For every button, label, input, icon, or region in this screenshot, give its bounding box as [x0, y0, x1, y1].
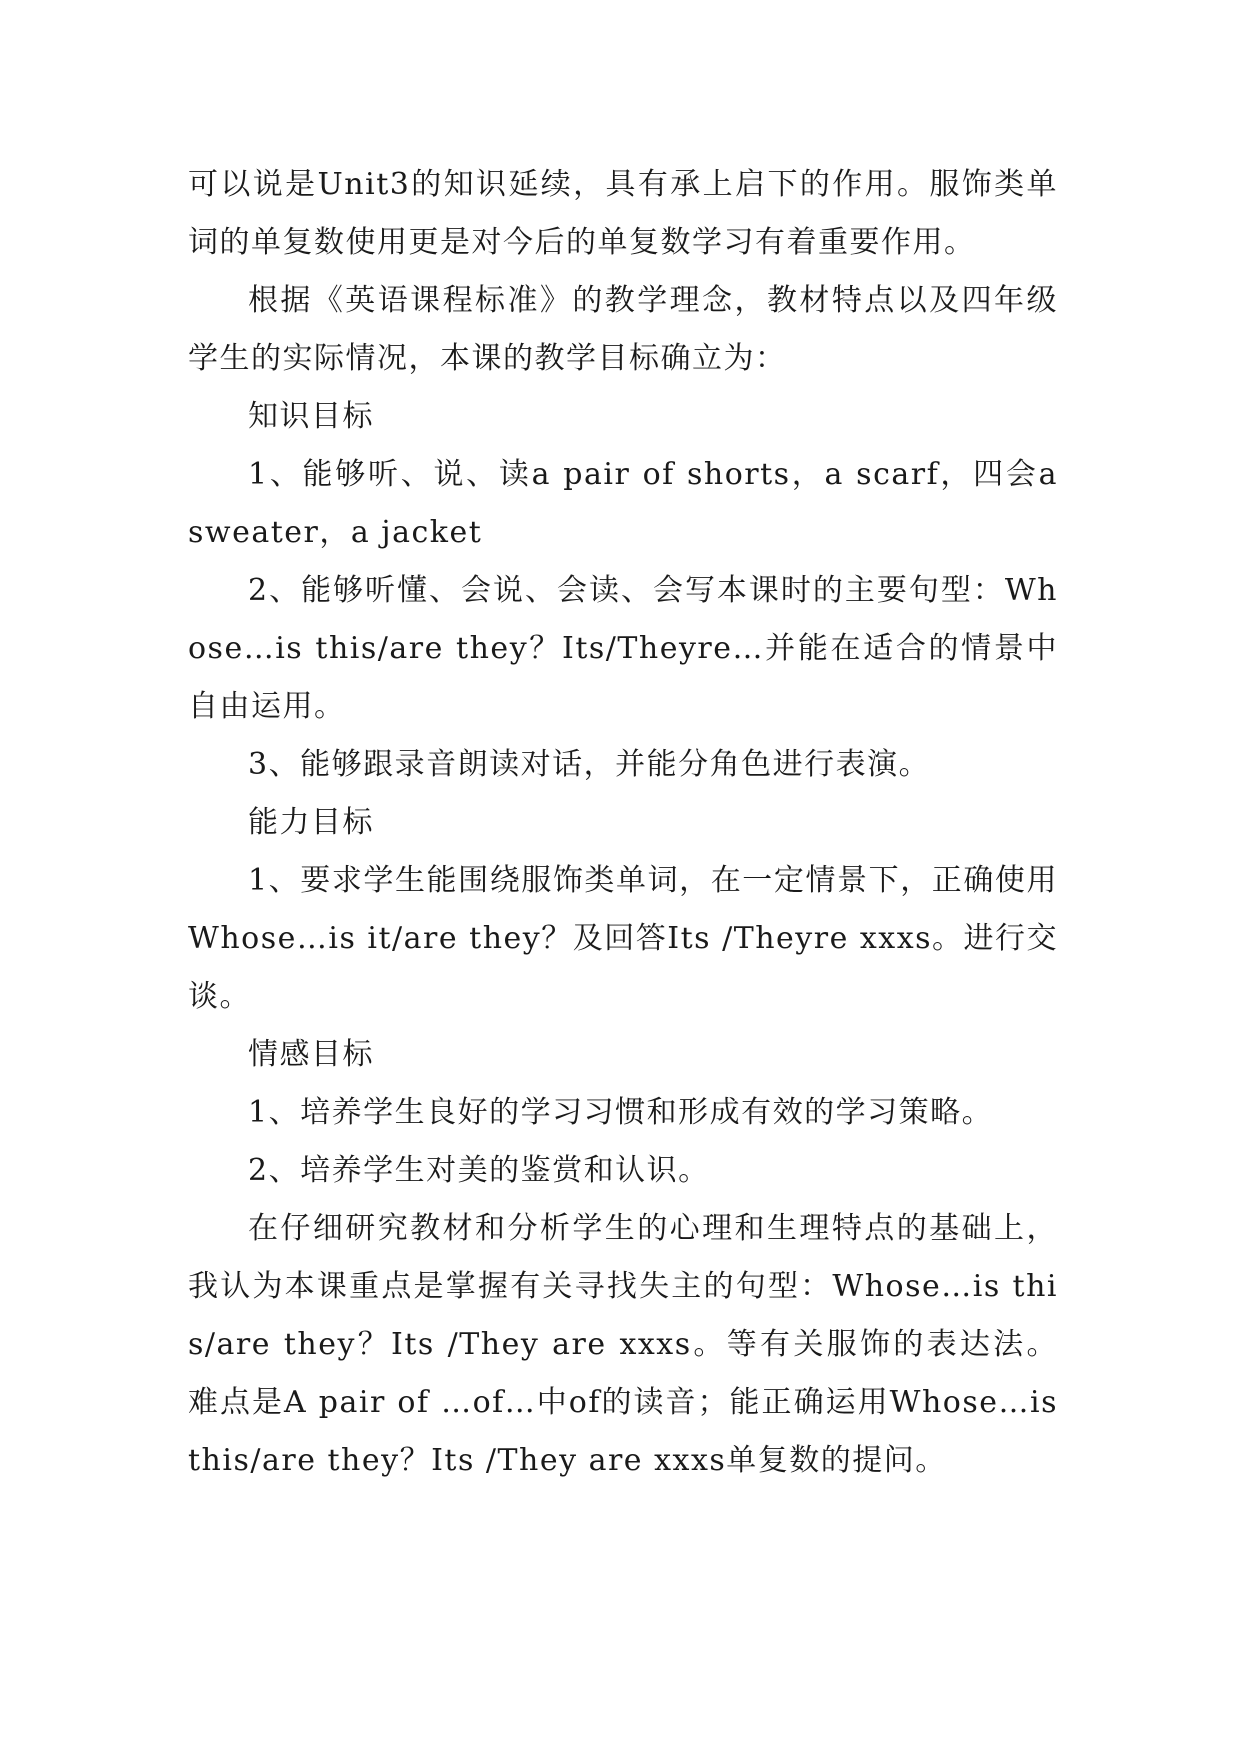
heading-ability-goals: 能力目标	[248, 805, 374, 840]
paragraph-key-points: 在仔细研究教材和分析学生的心理和生理特点的基础上，我认为本课重点是掌握有关寻找失主的句型：Whose…is this/are they？Its /They are xxxs。等有关服饰的表达法。难点是A pair of …of…中of的读音；能正确运用Whose…is this/are they？Its /They are xxxs单复数的提问。	[188, 1211, 1058, 1478]
paragraph-intro: 根据《英语课程标准》的教学理念，教材特点以及四年级学生的实际情况，本课的教学目标确立为：	[188, 283, 1058, 376]
ability-goal-1: 1、要求学生能围绕服饰类单词，在一定情景下，正确使用Whose…is it/are they？及回答Its /Theyre xxxs。进行交谈。	[188, 863, 1059, 1014]
knowledge-goal-3: 3、能够跟录音朗读对话，并能分角色进行表演。	[248, 747, 931, 782]
heading-emotion-goals: 情感目标	[248, 1037, 374, 1072]
knowledge-goal-2: 2、能够听懂、会说、会读、会写本课时的主要句型：Whose…is this/are they？Its/Theyre…并能在适合的情景中自由运用。	[188, 573, 1058, 724]
paragraph-continuation: 可以说是Unit3的知识延续，具有承上启下的作用。服饰类单词的单复数使用更是对今后的单复数学习有着重要作用。	[188, 167, 1058, 260]
document-body	[188, 156, 1058, 1490]
emotion-goal-1: 1、培养学生良好的学习习惯和形成有效的学习策略。	[248, 1095, 994, 1130]
emotion-goal-2: 2、培养学生对美的鉴赏和认识。	[248, 1153, 710, 1188]
knowledge-goal-1: 1、能够听、说、读a pair of shorts，a scarf，四会a sweater，a jacket	[188, 457, 1058, 550]
heading-knowledge-goals: 知识目标	[248, 399, 374, 434]
